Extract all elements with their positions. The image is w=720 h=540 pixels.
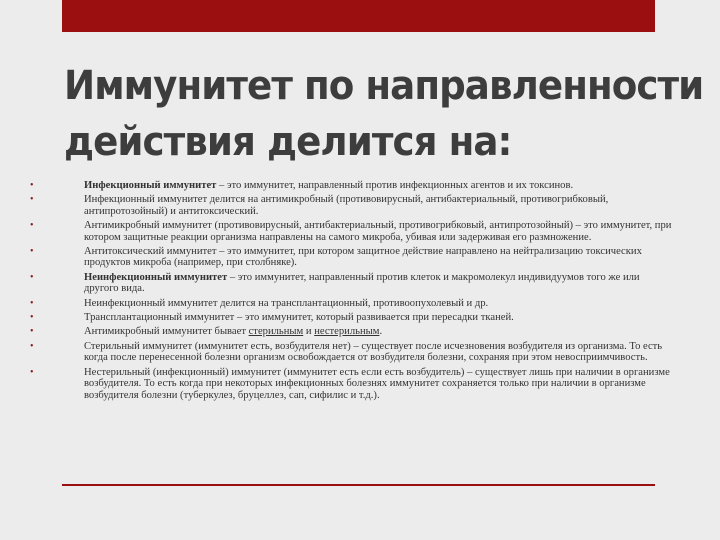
bottom-accent-line (62, 484, 655, 486)
item-text: Стерильный иммунитет (иммунитет есть, возбудителя нет) – существует после исчезновения возбудителя из организма. То есть когда после перенесенной болезни организм освобождается от возбудителя болезни, сохраняя при этом невосприимчивость. (84, 340, 663, 364)
list-item (30, 340, 676, 364)
bullet-icon: • (30, 326, 34, 338)
list-item (30, 194, 676, 217)
item-text: Неинфекционный иммунитет делится на трансплантационный, противоопухолевый и др. (84, 297, 489, 309)
list-item (30, 366, 676, 401)
list-item (30, 220, 676, 243)
list-item (30, 326, 676, 338)
list-item (30, 246, 676, 269)
item-text: Трансплантационный иммунитет – это иммунитет, который развивается при пересадки тканей. (84, 312, 514, 324)
item-text: Нестерильный (инфекционный) иммунитет (иммунитет есть если есть возбудитель) – существует лишь при наличии в организме возбудителя. То есть когда при некоторых инфекционных болезнях иммунитет сохраняется только при наличии в организме возбудителя болезни (туберкулез, бруцеллез, сап, сифилис и т.д.). (84, 366, 670, 401)
bullet-icon: • (30, 220, 34, 232)
item-text: – это иммунитет, направленный против инфекционных агентов и их токсинов. (216, 180, 574, 191)
item-bold-term: Неинфекционный иммунитет (84, 271, 228, 283)
underlined-term-nonsterile: нестерильным (314, 326, 380, 338)
item-text: и (303, 326, 315, 338)
item-bold-term: Инфекционный иммунитет (84, 180, 217, 191)
item-text: Антимикробный иммунитет (противовирусный, антибактериальный, противогрибковый, антипротозойный) – это иммунитет, при котором защитные реакции организма направлены на самого микроба, убивая или задерживая его размножение. (84, 220, 672, 243)
bullet-icon: • (30, 271, 34, 283)
list-item (30, 297, 676, 309)
bullet-list (30, 180, 676, 404)
bullet-icon: • (30, 366, 34, 378)
bullet-icon: • (30, 297, 34, 309)
item-text: Антимикробный иммунитет бывает (84, 326, 249, 338)
list-item (30, 180, 676, 191)
list-item (30, 271, 676, 295)
list-item (30, 312, 676, 324)
item-text: Инфекционный иммунитет делится на антимикробный (противовирусный, антибактериальный, противогрибковый, антипротозойный) и антитоксический. (84, 194, 609, 217)
title-line-1: Иммунитет по направленности (64, 63, 704, 109)
title-line-2: действия делится на: (64, 119, 512, 165)
underlined-term-sterile: стерильным (248, 326, 304, 338)
item-text: . (379, 326, 383, 338)
bullet-icon: • (30, 312, 34, 324)
bullet-icon: • (30, 340, 34, 352)
bullet-icon: • (30, 194, 34, 206)
bullet-icon: • (30, 246, 34, 258)
item-text: – это иммунитет, направленный против клеток и макромолекул индивидуумов того же или другого вида. (84, 271, 640, 295)
slide-title (64, 58, 704, 170)
item-text: Антитоксический иммунитет – это иммунитет, при котором защитное действие направлено на нейтрализацию токсических продуктов микроба (например, при столбняке). (84, 246, 642, 269)
top-accent-bar (62, 0, 655, 32)
bullet-icon: • (30, 180, 34, 191)
